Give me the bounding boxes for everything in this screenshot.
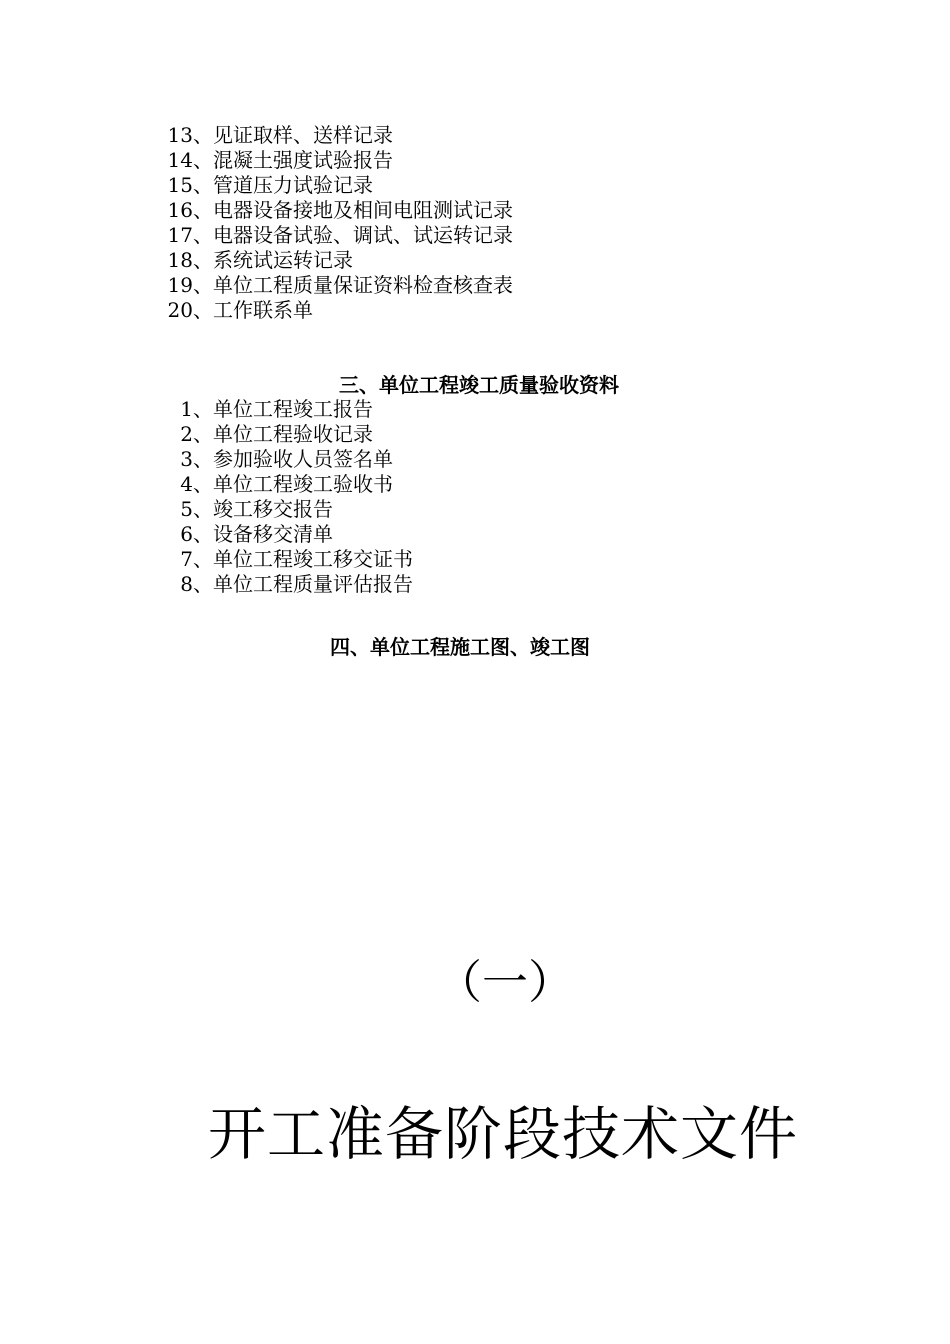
item-number: 19: [167, 273, 193, 297]
section2-item-list: [147, 123, 513, 323]
list-item: [147, 522, 413, 547]
item-number: 8: [180, 572, 193, 596]
item-number: 17: [167, 223, 193, 247]
list-item: [147, 148, 513, 173]
item-text: 电器设备试验、调试、试运转记录: [213, 223, 513, 247]
item-number: 18: [167, 248, 193, 272]
item-separator: 、: [193, 447, 213, 471]
item-text: 单位工程验收记录: [213, 422, 373, 446]
item-text: 单位工程质量评估报告: [213, 572, 413, 596]
list-item: [147, 223, 513, 248]
list-item: [147, 572, 413, 597]
item-number: 1: [180, 397, 193, 421]
item-text: 见证取样、送样记录: [213, 123, 393, 147]
item-text: 电器设备接地及相间电阻测试记录: [213, 198, 513, 222]
item-text: 混凝土强度试验报告: [213, 148, 393, 172]
list-item: [147, 447, 413, 472]
item-separator: 、: [193, 148, 213, 172]
item-text: 单位工程竣工验收书: [213, 472, 393, 496]
list-item: [147, 123, 513, 148]
item-number: 5: [180, 497, 193, 521]
item-text: 设备移交清单: [213, 522, 333, 546]
item-number: 20: [167, 298, 193, 322]
item-text: 竣工移交报告: [213, 497, 333, 521]
item-separator: 、: [193, 497, 213, 521]
item-separator: 、: [193, 123, 213, 147]
item-separator: 、: [193, 572, 213, 596]
item-text: 工作联系单: [213, 298, 313, 322]
item-number: 6: [180, 522, 193, 546]
item-separator: 、: [193, 522, 213, 546]
list-item: [147, 397, 413, 422]
section3-heading: 三、单位工程竣工质量验收资料: [339, 373, 619, 397]
item-number: 2: [180, 422, 193, 446]
item-text: 单位工程竣工移交证书: [213, 547, 413, 571]
list-item: [147, 422, 413, 447]
section4-heading: 四、单位工程施工图、竣工图: [330, 635, 590, 659]
item-separator: 、: [193, 547, 213, 571]
list-item: [147, 173, 513, 198]
item-number: 13: [167, 123, 193, 147]
item-separator: 、: [193, 223, 213, 247]
item-separator: 、: [193, 422, 213, 446]
item-separator: 、: [193, 298, 213, 322]
item-text: 单位工程竣工报告: [213, 397, 373, 421]
item-number: 16: [167, 198, 193, 222]
item-text: 参加验收人员签名单: [213, 447, 393, 471]
item-number: 15: [167, 173, 193, 197]
item-text: 管道压力试验记录: [213, 173, 373, 197]
list-item: [147, 472, 413, 497]
list-item: [147, 248, 513, 273]
item-separator: 、: [193, 248, 213, 272]
list-item: [147, 547, 413, 572]
item-separator: 、: [193, 273, 213, 297]
list-item: [147, 198, 513, 223]
part-title: 开工准备阶段技术文件: [208, 1100, 799, 1168]
item-text: 系统试运转记录: [213, 248, 353, 272]
item-separator: 、: [193, 173, 213, 197]
item-text: 单位工程质量保证资料检查核查表: [213, 273, 513, 297]
item-number: 4: [180, 472, 193, 496]
item-number: 14: [167, 148, 193, 172]
item-number: 3: [180, 447, 193, 471]
section3-item-list: [147, 397, 413, 597]
item-number: 7: [180, 547, 193, 571]
list-item: [147, 273, 513, 298]
item-separator: 、: [193, 472, 213, 496]
part-number: （一）: [436, 955, 574, 1009]
item-separator: 、: [193, 397, 213, 421]
list-item: [147, 298, 513, 323]
item-separator: 、: [193, 198, 213, 222]
list-item: [147, 497, 413, 522]
